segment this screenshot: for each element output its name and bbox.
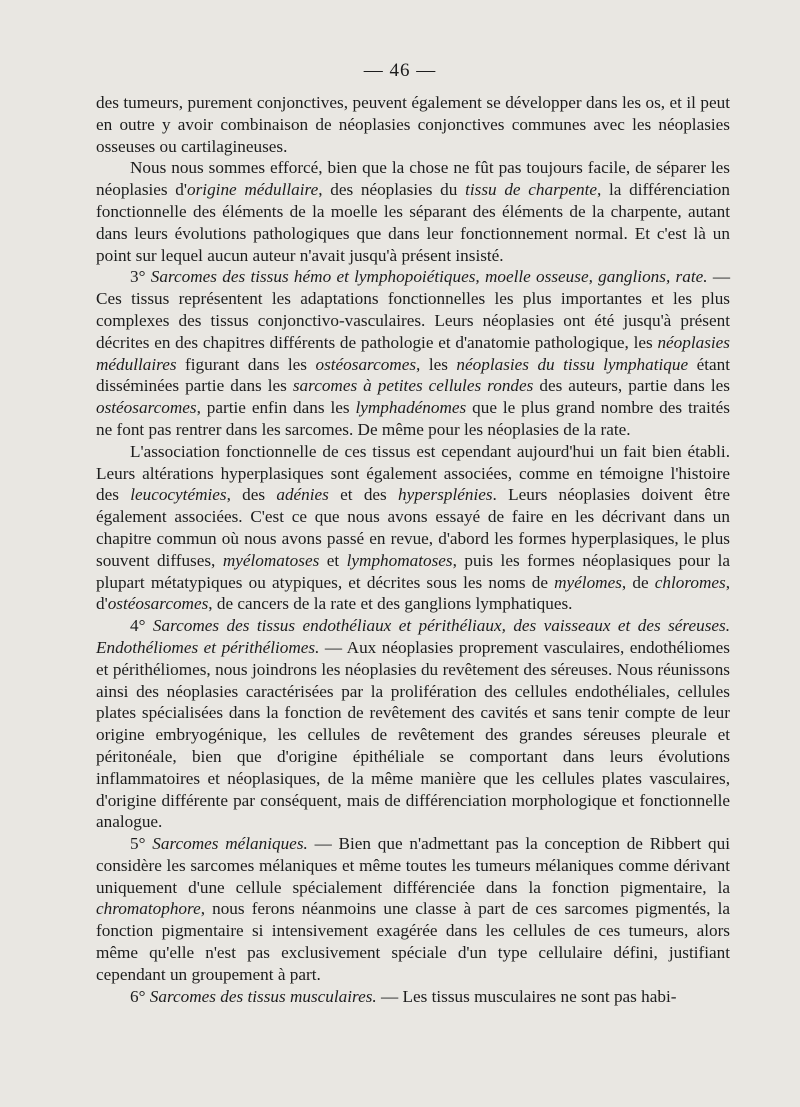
- text-run: — Les tissus musculaires ne sont pas habi-: [376, 986, 677, 1006]
- paragraph: [96, 615, 730, 833]
- italic-text: ostéosarcomes: [96, 398, 197, 418]
- italic-text: Sarcomes des tissus hémo et lymphopoiétiques, moelle osseuse, ganglions, rate.: [150, 267, 708, 287]
- text-run: , d': [96, 572, 731, 614]
- text-run: des auteurs, partie dans les: [533, 376, 730, 396]
- italic-text: origine médullaire: [187, 180, 319, 200]
- text-run: , des néoplasies du: [318, 180, 466, 200]
- italic-text: néoplasies du tissu lymphatique: [456, 354, 689, 374]
- italic-text: tissu de charpente: [465, 180, 597, 200]
- italic-text: leucocytémies: [130, 485, 227, 505]
- text-run: , la différenciation fonctionnelle des éléments de la moelle les séparant des éléments de la charpente, autant dans leurs évolutions pathologiques que dans leur fonctionnement normal. Et c'est là un point sur lequel aucun auteur n'avait jusqu'à présent insisté.: [96, 180, 730, 265]
- italic-text: Sarcomes des tissus musculaires.: [149, 986, 377, 1006]
- text-run: . Leurs néoplasies doivent être également associées. C'est ce que nous avons essayé de faire en les décrivant dans un chapitre commun où nous avons passé en revue, d'abord les formes hyperplasiques, le plus souvent diffuses,: [96, 485, 730, 570]
- body-text: [96, 92, 730, 1007]
- italic-text: Sarcomes mélaniques.: [152, 834, 308, 854]
- italic-text: lymphadénomes: [355, 398, 467, 418]
- italic-text: chloromes: [654, 572, 726, 592]
- text-run: , les: [416, 354, 457, 374]
- text-run: 3°: [130, 267, 151, 287]
- text-run: Nous nous sommes efforcé, bien que la chose ne fût pas toujours facile, de séparer les néoplasies d': [96, 158, 730, 200]
- italic-text: myélomes: [554, 572, 622, 592]
- italic-text: ostéosarcomes: [107, 594, 209, 614]
- italic-text: sarcomes à petites cellules rondes: [292, 376, 534, 396]
- text-run: 6°: [130, 986, 150, 1006]
- text-run: , de cancers de la rate et des ganglions lymphatiques.: [208, 594, 573, 614]
- text-run: 5°: [130, 834, 153, 854]
- text-run: L'association fonctionnelle de ces tissus est cependant aujourd'hui un fait bien établi. Leurs altérations hyperplasiques sont également associées, comme en témoigne l'histoire des: [96, 441, 730, 505]
- italic-text: chromatophore: [96, 899, 201, 919]
- text-run: que le plus grand nombre des traités ne font pas rentrer dans les sarcomes. De même pour les néoplasies de la rate.: [96, 398, 730, 439]
- text-run: — Aux néoplasies proprement vasculaires, endothéliomes et périthéliomes, nous joindrons les néoplasies du revêtement des séreuses. Nous réunissons ainsi des néoplasies caractérisées par la prolifération des cellules endothéliales, cellules plates spécialisées dans la fonction de revêtement des cavités et sans tenir compte de leur origine embryogénique, les cellules de revêtement des grandes séreuses pleurale et péritonéale, bien que d'origine épithéliale se comportant dans leurs évolutions inflammatoires et néoplasiques, de la même manière que les cellules plates vasculaires, d'origine différente par conséquent, mais de différenciation morphologique et fonctionnelle analogue.: [96, 637, 730, 832]
- text-run: — Ces tissus représentent les adaptations fonctionnelles les plus importantes et les plus complexes des tissus conjonctivo-vasculaires. Leurs néoplasies ont été jusqu'à présent décrites en des chapitres différents de pathologie et d'anatomie pathologique, les: [96, 267, 731, 352]
- text-run: , nous ferons néanmoins une classe à part de ces sarcomes pigmentés, la fonction pigmentaire si intensivement exagérée dans les cellules de ces tumeurs, alors même qu'elle n'est pas exclusivement spéciale d'un type cellulaire défini, justifiant cependant un groupement à part.: [96, 899, 730, 984]
- paragraph: [96, 441, 730, 615]
- italic-text: adénies: [276, 485, 329, 505]
- text-run: et des: [328, 485, 399, 505]
- text-run: , partie enfin dans les: [196, 398, 356, 418]
- italic-text: Sarcomes des tissus endothéliaux et périthéliaux, des vaisseaux et des séreuses. Endothéliomes et périthéliomes.: [96, 616, 730, 657]
- text-run: , de: [621, 572, 655, 592]
- paragraph: [96, 266, 730, 440]
- text-run: figurant dans les: [176, 354, 316, 374]
- paragraph: [96, 986, 730, 1008]
- text-run: et: [319, 550, 347, 570]
- text-run: des tumeurs, purement conjonctives, peuvent également se développer dans les os, et il peut en outre y avoir combinaison de néoplasies conjonctives communes avec les néoplasies osseuses ou cartilagineuses.: [96, 93, 730, 156]
- italic-text: myélomatoses: [222, 550, 320, 570]
- paragraph: [96, 157, 730, 266]
- text-run: , puis les formes néoplasiques pour la plupart métatypiques ou atypiques, et décrites sous les noms de: [96, 550, 730, 592]
- text-run: 4°: [130, 616, 153, 636]
- text-run: étant disséminées partie dans les: [96, 354, 731, 396]
- paragraph: [96, 92, 730, 157]
- italic-text: néoplasies médullaires: [96, 332, 730, 374]
- text-run: , des: [226, 485, 277, 505]
- italic-text: ostéosarcomes: [315, 354, 417, 374]
- text-run: — Bien que n'admettant pas la conception de Ribbert qui considère les sarcomes mélaniques et même toutes les tumeurs mélaniques comme dérivant uniquement d'une cellule spécialement différenciée dans la fonction pigmentaire, la: [96, 834, 730, 897]
- italic-text: lymphomatoses: [346, 550, 453, 570]
- paragraph: [96, 833, 730, 986]
- italic-text: hypersplénies: [398, 485, 493, 505]
- page-number: — 46 —: [363, 60, 437, 81]
